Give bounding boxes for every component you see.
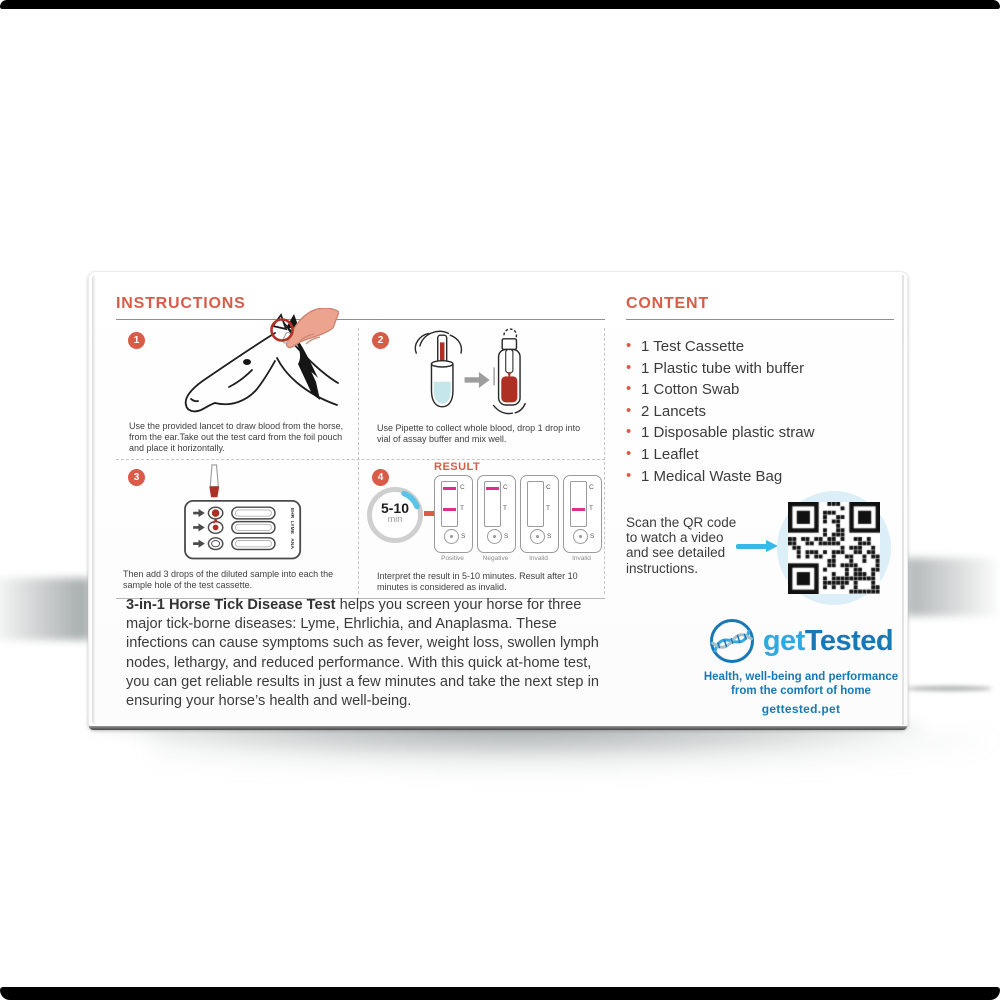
sample-well [444, 529, 459, 544]
result-cassette-positive: C T S [434, 475, 473, 553]
gray-arrow-icon [465, 372, 490, 388]
qr-code [788, 502, 880, 594]
svg-text:LYME: LYME [289, 520, 295, 535]
bottom-edge-bar [0, 987, 1000, 1000]
instructions-title: INSTRUCTIONS [116, 295, 246, 312]
brand-website: gettested.pet [761, 702, 841, 716]
list-item: • 1 Test Cassette [626, 340, 906, 355]
horse-illustration [134, 308, 339, 418]
list-item: • 1 Plastic tube with buffer [626, 362, 906, 377]
content-list [626, 340, 906, 491]
step-2 [358, 324, 605, 459]
step-1-badge: 1 [128, 332, 145, 349]
result-cassette-invalid-1: C T S [520, 475, 559, 553]
cassette-dropper-illustration [176, 461, 311, 566]
step-3-caption: Then add 3 drops of the diluted sample into each the sample hole of the test cassette. [123, 569, 334, 590]
step-1-caption: Use the provided lancet to draw blood from the horse, from the ear.Take out the test card from the foil pouch and place it horizontally. [129, 421, 344, 453]
left-shadow [0, 578, 90, 640]
svg-text:ANA: ANA [289, 538, 295, 550]
instructions-grid [116, 320, 605, 596]
box-left-crease [92, 275, 96, 725]
step-4-badge: 4 [372, 469, 389, 486]
right-shadow [906, 558, 1000, 616]
list-item: • 1 Disposable plastic straw [626, 426, 906, 441]
sample-well [530, 529, 545, 544]
package-back-panel [88, 271, 908, 729]
test-strip-window [441, 481, 458, 527]
list-item: • 1 Cotton Swab [626, 383, 906, 398]
svg-text:EHR: EHR [289, 507, 295, 519]
brand-logo [679, 618, 923, 664]
test-strip-window [570, 481, 587, 527]
result-cassette-invalid-2: C T S [563, 475, 602, 553]
brand-wordmark: getTested [762, 624, 894, 657]
list-item: • 1 Medical Waste Bag [626, 470, 906, 485]
qr-instruction-text: Scan the QR code to watch a video and see detailed instructions. [626, 515, 737, 576]
top-edge-bar [0, 0, 1000, 9]
box-bottom-edge [89, 726, 907, 730]
content-title: CONTENT [626, 295, 709, 312]
list-item: • 2 Lancets [626, 405, 906, 420]
product-description: 3-in-1 Horse Tick Disease Test helps you screen your horse for three major tick-borne diseases: Lyme, Ehrlichia, and Anaplasma. These infections can cause symptoms such as fever, weight loss, swollen lymph nodes, lethargy, and reduced performance. With this quick at-home test, you can get reliable results in just a few minutes and take the next step in ensuring your horse’s health and well-being. [126, 597, 599, 710]
blood-collection-illustration [393, 326, 563, 416]
list-item: • 1 Leaflet [626, 448, 906, 463]
step-1 [116, 324, 358, 459]
brand-tagline: Health, well-being and performance from the comfort of home [703, 671, 899, 697]
content-rule [626, 319, 894, 320]
result-cassette-negative: C T S [477, 475, 516, 553]
test-strip-window [484, 481, 501, 527]
step-2-caption: Use Pipette to collect whole blood, drop 1 drop into vial of assay buffer and mix well. [377, 423, 581, 444]
product-name: 3-in-1 Horse Tick Disease Test [126, 597, 336, 613]
step-3-badge: 3 [128, 469, 145, 486]
step-4-caption: Interpret the result in 5-10 minutes. Result after 10 minutes is considered as invalid. [377, 571, 578, 592]
timer-icon: 5-10 min [367, 487, 423, 543]
step-4: 4 RESULT 5-10 min C T S C T S C T S C T S Positive Negative Invalid Invalid Interpret the result in 5-10 minutes. Result after 10 minutes is considered as invalid. [358, 459, 605, 596]
step-3 [116, 459, 358, 596]
sample-well [573, 529, 588, 544]
dna-logo-icon [709, 618, 755, 664]
test-strip-window [527, 481, 544, 527]
box-drop-shadow-wide [150, 731, 990, 775]
qr-arrow-icon [736, 544, 767, 549]
result-label: RESULT [434, 461, 481, 473]
sample-well [487, 529, 502, 544]
step-2-badge: 2 [372, 332, 389, 349]
